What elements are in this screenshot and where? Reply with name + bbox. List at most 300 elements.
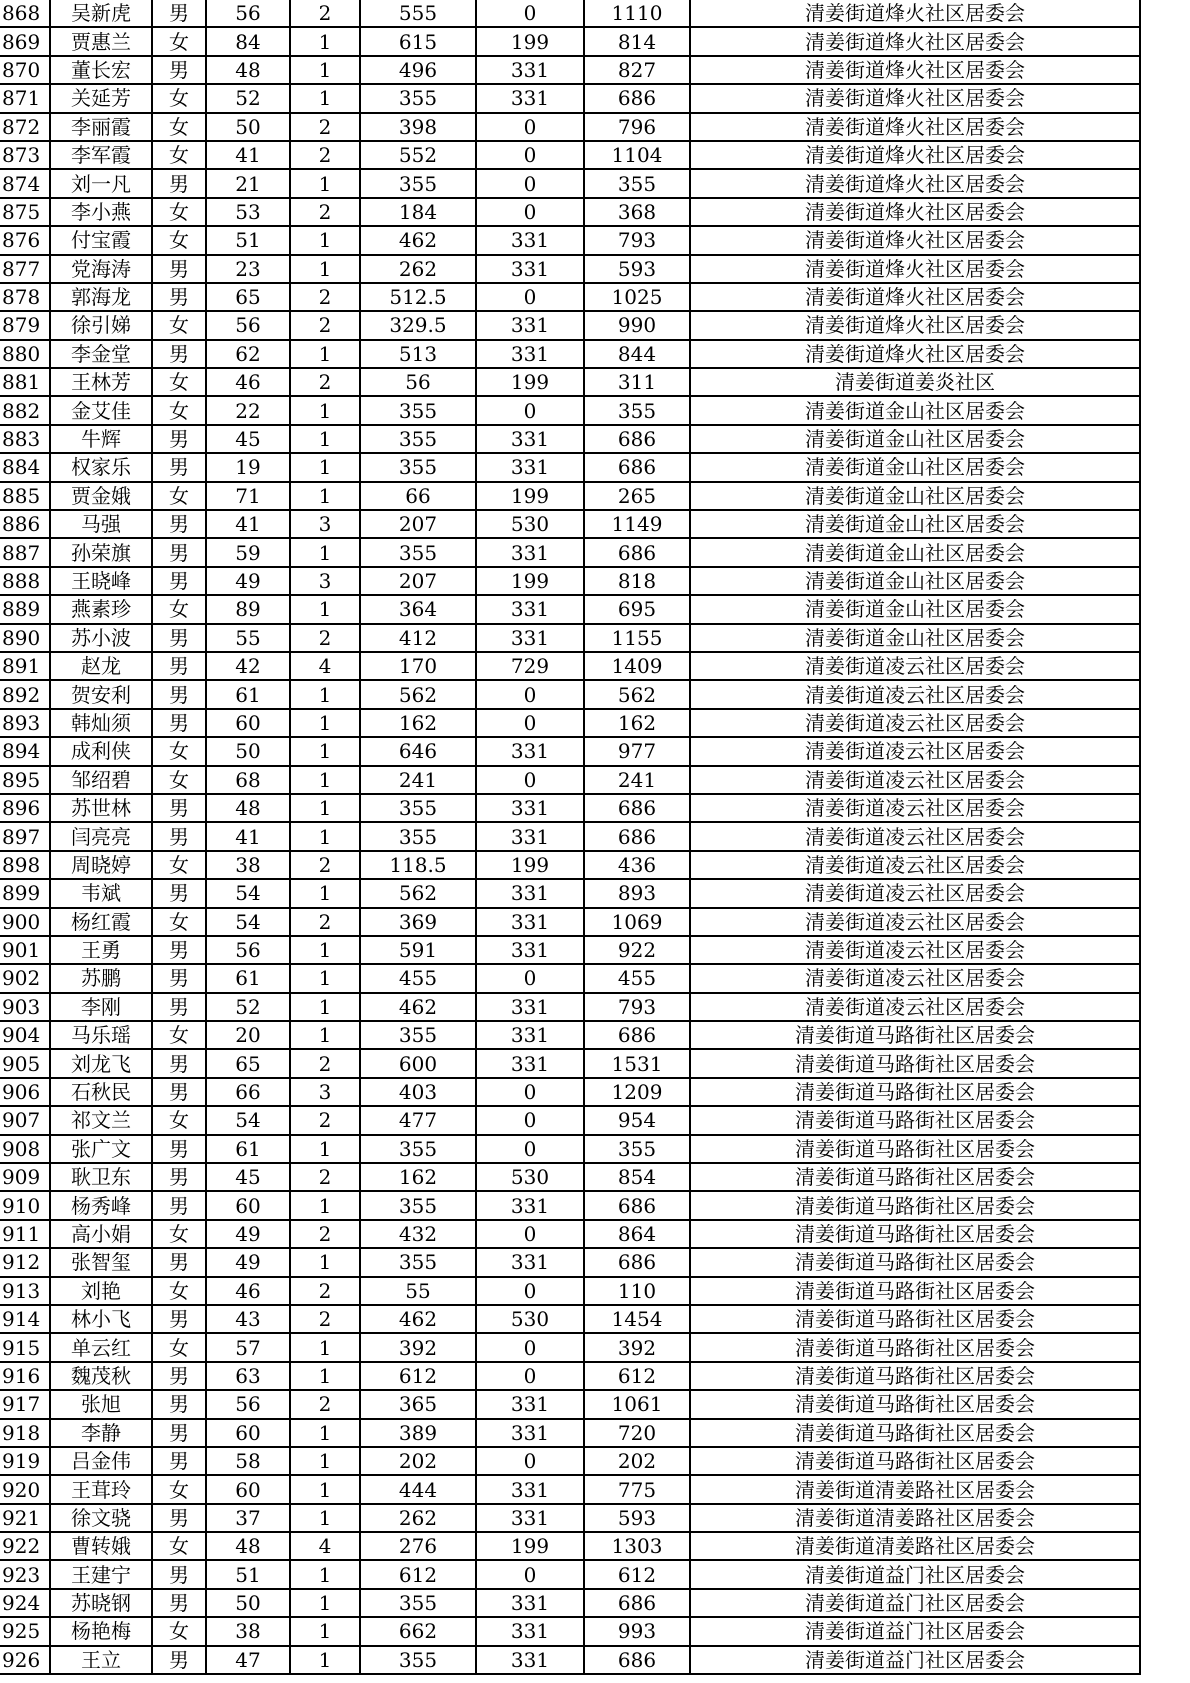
- age-cell: 47: [206, 1646, 290, 1674]
- row-number-cell: 875: [0, 198, 50, 226]
- household-size-cell: 1: [290, 1362, 360, 1390]
- age-cell: 23: [206, 255, 290, 283]
- age-cell: 41: [206, 510, 290, 538]
- subsidy-cell: 331: [476, 1617, 584, 1645]
- per-capita-amount-cell: 355: [360, 1646, 476, 1674]
- row-number-cell: 909: [0, 1163, 50, 1191]
- age-cell: 21: [206, 169, 290, 197]
- table-row: [0, 368, 1140, 396]
- age-cell: 45: [206, 425, 290, 453]
- household-size-cell: 2: [290, 1049, 360, 1077]
- row-number-cell: 923: [0, 1560, 50, 1588]
- total-amount-cell: 265: [584, 482, 690, 510]
- gender-cell: 男: [152, 1646, 206, 1674]
- name-cell: 王林芳: [50, 368, 152, 396]
- row-number-cell: 915: [0, 1333, 50, 1361]
- name-cell: 吕金伟: [50, 1447, 152, 1475]
- total-amount-cell: 686: [584, 84, 690, 112]
- subsidy-cell: 0: [476, 964, 584, 992]
- age-cell: 66: [206, 1078, 290, 1106]
- household-size-cell: 2: [290, 0, 360, 27]
- household-size-cell: 2: [290, 624, 360, 652]
- total-amount-cell: 562: [584, 680, 690, 708]
- subsidy-cell: 331: [476, 1191, 584, 1219]
- table-row: [0, 1419, 1140, 1447]
- subsidy-cell: 331: [476, 737, 584, 765]
- community-cell: 清姜街道益门社区居委会: [690, 1560, 1140, 1588]
- name-cell: 魏茂秋: [50, 1362, 152, 1390]
- age-cell: 56: [206, 0, 290, 27]
- community-cell: 清姜街道金山社区居委会: [690, 453, 1140, 481]
- table-row: [0, 1475, 1140, 1503]
- gender-cell: 男: [152, 56, 206, 84]
- subsidy-cell: 331: [476, 822, 584, 850]
- row-number-cell: 914: [0, 1305, 50, 1333]
- age-cell: 49: [206, 1220, 290, 1248]
- name-cell: 马乐瑶: [50, 1021, 152, 1049]
- subsidy-cell: 331: [476, 340, 584, 368]
- total-amount-cell: 436: [584, 851, 690, 879]
- total-amount-cell: 593: [584, 255, 690, 283]
- household-size-cell: 2: [290, 311, 360, 339]
- community-cell: 清姜街道马路街社区居委会: [690, 1078, 1140, 1106]
- household-size-cell: 1: [290, 1135, 360, 1163]
- age-cell: 60: [206, 1419, 290, 1447]
- community-cell: 清姜街道马路街社区居委会: [690, 1191, 1140, 1219]
- total-amount-cell: 1409: [584, 652, 690, 680]
- subsidy-cell: 0: [476, 1277, 584, 1305]
- per-capita-amount-cell: 162: [360, 709, 476, 737]
- community-cell: 清姜街道烽火社区居委会: [690, 198, 1140, 226]
- row-number-cell: 878: [0, 283, 50, 311]
- community-cell: 清姜街道马路街社区居委会: [690, 1106, 1140, 1134]
- row-number-cell: 902: [0, 964, 50, 992]
- per-capita-amount-cell: 207: [360, 567, 476, 595]
- subsidy-cell: 0: [476, 198, 584, 226]
- age-cell: 50: [206, 113, 290, 141]
- community-cell: 清姜街道凌云社区居委会: [690, 794, 1140, 822]
- table-row: [0, 510, 1140, 538]
- gender-cell: 女: [152, 141, 206, 169]
- per-capita-amount-cell: 591: [360, 936, 476, 964]
- age-cell: 68: [206, 766, 290, 794]
- household-size-cell: 3: [290, 567, 360, 595]
- household-size-cell: 1: [290, 794, 360, 822]
- community-cell: 清姜街道马路街社区居委会: [690, 1447, 1140, 1475]
- community-cell: 清姜街道凌云社区居委会: [690, 652, 1140, 680]
- per-capita-amount-cell: 646: [360, 737, 476, 765]
- total-amount-cell: 793: [584, 993, 690, 1021]
- row-number-cell: 896: [0, 794, 50, 822]
- per-capita-amount-cell: 612: [360, 1362, 476, 1390]
- age-cell: 65: [206, 283, 290, 311]
- subsidy-cell: 331: [476, 595, 584, 623]
- total-amount-cell: 686: [584, 1589, 690, 1617]
- total-amount-cell: 864: [584, 1220, 690, 1248]
- total-amount-cell: 990: [584, 311, 690, 339]
- total-amount-cell: 775: [584, 1475, 690, 1503]
- gender-cell: 女: [152, 737, 206, 765]
- row-number-cell: 885: [0, 482, 50, 510]
- name-cell: 刘艳: [50, 1277, 152, 1305]
- gender-cell: 男: [152, 283, 206, 311]
- row-number-cell: 919: [0, 1447, 50, 1475]
- subsidy-cell: 331: [476, 311, 584, 339]
- name-cell: 刘龙飞: [50, 1049, 152, 1077]
- household-size-cell: 1: [290, 538, 360, 566]
- row-number-cell: 895: [0, 766, 50, 794]
- community-cell: 清姜街道凌云社区居委会: [690, 851, 1140, 879]
- table-row: [0, 311, 1140, 339]
- age-cell: 63: [206, 1362, 290, 1390]
- row-number-cell: 874: [0, 169, 50, 197]
- row-number-cell: 889: [0, 595, 50, 623]
- gender-cell: 男: [152, 1390, 206, 1418]
- table-row: [0, 255, 1140, 283]
- community-cell: 清姜街道马路街社区居委会: [690, 1419, 1140, 1447]
- table-row: [0, 964, 1140, 992]
- subsidy-cell: 331: [476, 624, 584, 652]
- age-cell: 54: [206, 879, 290, 907]
- total-amount-cell: 720: [584, 1419, 690, 1447]
- name-cell: 王立: [50, 1646, 152, 1674]
- age-cell: 61: [206, 680, 290, 708]
- subsidy-cell: 331: [476, 1049, 584, 1077]
- community-cell: 清姜街道益门社区居委会: [690, 1617, 1140, 1645]
- age-cell: 61: [206, 1135, 290, 1163]
- gender-cell: 女: [152, 766, 206, 794]
- row-number-cell: 887: [0, 538, 50, 566]
- community-cell: 清姜街道烽火社区居委会: [690, 113, 1140, 141]
- household-size-cell: 1: [290, 226, 360, 254]
- subsidy-cell: 530: [476, 510, 584, 538]
- subsidy-cell: 331: [476, 1475, 584, 1503]
- age-cell: 41: [206, 822, 290, 850]
- subsidy-cell: 0: [476, 283, 584, 311]
- name-cell: 董长宏: [50, 56, 152, 84]
- per-capita-amount-cell: 55: [360, 1277, 476, 1305]
- subsidy-cell: 331: [476, 56, 584, 84]
- age-cell: 50: [206, 737, 290, 765]
- age-cell: 43: [206, 1305, 290, 1333]
- table-row: [0, 482, 1140, 510]
- gender-cell: 男: [152, 1560, 206, 1588]
- subsidy-cell: 331: [476, 453, 584, 481]
- household-size-cell: 1: [290, 936, 360, 964]
- household-size-cell: 3: [290, 1078, 360, 1106]
- subsidy-cell: 331: [476, 993, 584, 1021]
- subsidy-cell: 199: [476, 851, 584, 879]
- per-capita-amount-cell: 615: [360, 27, 476, 55]
- table-row: [0, 1277, 1140, 1305]
- per-capita-amount-cell: 355: [360, 453, 476, 481]
- age-cell: 37: [206, 1504, 290, 1532]
- table-row: [0, 1447, 1140, 1475]
- per-capita-amount-cell: 162: [360, 1163, 476, 1191]
- community-cell: 清姜街道烽火社区居委会: [690, 141, 1140, 169]
- subsidy-cell: 331: [476, 1021, 584, 1049]
- community-cell: 清姜街道清姜路社区居委会: [690, 1532, 1140, 1560]
- age-cell: 56: [206, 936, 290, 964]
- household-size-cell: 1: [290, 396, 360, 424]
- community-cell: 清姜街道马路街社区居委会: [690, 1362, 1140, 1390]
- table-row: [0, 1617, 1140, 1645]
- total-amount-cell: 793: [584, 226, 690, 254]
- name-cell: 贾金娥: [50, 482, 152, 510]
- age-cell: 48: [206, 794, 290, 822]
- row-number-cell: 871: [0, 84, 50, 112]
- gender-cell: 女: [152, 1333, 206, 1361]
- name-cell: 关延芳: [50, 84, 152, 112]
- name-cell: 张广文: [50, 1135, 152, 1163]
- household-size-cell: 1: [290, 169, 360, 197]
- total-amount-cell: 893: [584, 879, 690, 907]
- table-row: [0, 993, 1140, 1021]
- gender-cell: 男: [152, 1447, 206, 1475]
- per-capita-amount-cell: 355: [360, 169, 476, 197]
- row-number-cell: 912: [0, 1248, 50, 1276]
- household-size-cell: 2: [290, 198, 360, 226]
- table-row: [0, 396, 1140, 424]
- age-cell: 54: [206, 1106, 290, 1134]
- per-capita-amount-cell: 398: [360, 113, 476, 141]
- table-row: [0, 766, 1140, 794]
- row-number-cell: 926: [0, 1646, 50, 1674]
- name-cell: 祁文兰: [50, 1106, 152, 1134]
- name-cell: 杨秀峰: [50, 1191, 152, 1219]
- household-size-cell: 1: [290, 1447, 360, 1475]
- subsidy-cell: 331: [476, 794, 584, 822]
- name-cell: 权家乐: [50, 453, 152, 481]
- community-cell: 清姜街道凌云社区居委会: [690, 709, 1140, 737]
- gender-cell: 男: [152, 0, 206, 27]
- gender-cell: 男: [152, 538, 206, 566]
- total-amount-cell: 612: [584, 1560, 690, 1588]
- household-size-cell: 4: [290, 1532, 360, 1560]
- table-row: [0, 652, 1140, 680]
- table-row: [0, 1560, 1140, 1588]
- per-capita-amount-cell: 612: [360, 1560, 476, 1588]
- subsidy-cell: 331: [476, 936, 584, 964]
- per-capita-amount-cell: 462: [360, 993, 476, 1021]
- table-row: [0, 1220, 1140, 1248]
- gender-cell: 男: [152, 1163, 206, 1191]
- per-capita-amount-cell: 513: [360, 340, 476, 368]
- gender-cell: 女: [152, 1475, 206, 1503]
- total-amount-cell: 814: [584, 27, 690, 55]
- per-capita-amount-cell: 241: [360, 766, 476, 794]
- subsidy-cell: 331: [476, 1504, 584, 1532]
- row-number-cell: 891: [0, 652, 50, 680]
- row-number-cell: 920: [0, 1475, 50, 1503]
- per-capita-amount-cell: 262: [360, 1504, 476, 1532]
- gender-cell: 女: [152, 1106, 206, 1134]
- age-cell: 49: [206, 1248, 290, 1276]
- subsidy-cell: 0: [476, 1362, 584, 1390]
- name-cell: 王建宁: [50, 1560, 152, 1588]
- row-number-cell: 883: [0, 425, 50, 453]
- age-cell: 48: [206, 1532, 290, 1560]
- per-capita-amount-cell: 355: [360, 538, 476, 566]
- total-amount-cell: 844: [584, 340, 690, 368]
- row-number-cell: 890: [0, 624, 50, 652]
- row-number-cell: 873: [0, 141, 50, 169]
- per-capita-amount-cell: 207: [360, 510, 476, 538]
- subsidy-cell: 199: [476, 27, 584, 55]
- subsidy-cell: 0: [476, 396, 584, 424]
- total-amount-cell: 1209: [584, 1078, 690, 1106]
- total-amount-cell: 202: [584, 1447, 690, 1475]
- gender-cell: 女: [152, 368, 206, 396]
- per-capita-amount-cell: 412: [360, 624, 476, 652]
- household-size-cell: 1: [290, 1475, 360, 1503]
- per-capita-amount-cell: 496: [360, 56, 476, 84]
- community-cell: 清姜街道清姜路社区居委会: [690, 1504, 1140, 1532]
- table-row: [0, 113, 1140, 141]
- name-cell: 赵龙: [50, 652, 152, 680]
- community-cell: 清姜街道凌云社区居委会: [690, 737, 1140, 765]
- row-number-cell: 907: [0, 1106, 50, 1134]
- total-amount-cell: 796: [584, 113, 690, 141]
- total-amount-cell: 954: [584, 1106, 690, 1134]
- subsidy-cell: 0: [476, 766, 584, 794]
- gender-cell: 男: [152, 169, 206, 197]
- table-row: [0, 27, 1140, 55]
- total-amount-cell: 686: [584, 425, 690, 453]
- subsidy-cell: 0: [476, 680, 584, 708]
- table-row: [0, 624, 1140, 652]
- community-cell: 清姜街道马路街社区居委会: [690, 1333, 1140, 1361]
- community-cell: 清姜街道凌云社区居委会: [690, 936, 1140, 964]
- community-cell: 清姜街道烽火社区居委会: [690, 84, 1140, 112]
- gender-cell: 男: [152, 567, 206, 595]
- total-amount-cell: 612: [584, 1362, 690, 1390]
- household-size-cell: 1: [290, 27, 360, 55]
- community-cell: 清姜街道烽火社区居委会: [690, 27, 1140, 55]
- name-cell: 邹绍碧: [50, 766, 152, 794]
- per-capita-amount-cell: 562: [360, 680, 476, 708]
- subsidy-cell: 0: [476, 0, 584, 27]
- name-cell: 李金堂: [50, 340, 152, 368]
- subsidy-cell: 0: [476, 1106, 584, 1134]
- total-amount-cell: 593: [584, 1504, 690, 1532]
- per-capita-amount-cell: 555: [360, 0, 476, 27]
- per-capita-amount-cell: 477: [360, 1106, 476, 1134]
- name-cell: 金艾佳: [50, 396, 152, 424]
- row-number-cell: 879: [0, 311, 50, 339]
- gender-cell: 男: [152, 1191, 206, 1219]
- table-row: [0, 1078, 1140, 1106]
- table-row: [0, 84, 1140, 112]
- total-amount-cell: 241: [584, 766, 690, 794]
- row-number-cell: 877: [0, 255, 50, 283]
- gender-cell: 男: [152, 510, 206, 538]
- total-amount-cell: 686: [584, 1646, 690, 1674]
- per-capita-amount-cell: 365: [360, 1390, 476, 1418]
- gender-cell: 男: [152, 1248, 206, 1276]
- age-cell: 51: [206, 226, 290, 254]
- household-size-cell: 4: [290, 652, 360, 680]
- total-amount-cell: 1110: [584, 0, 690, 27]
- age-cell: 58: [206, 1447, 290, 1475]
- per-capita-amount-cell: 462: [360, 1305, 476, 1333]
- household-size-cell: 3: [290, 510, 360, 538]
- community-cell: 清姜街道烽火社区居委会: [690, 169, 1140, 197]
- per-capita-amount-cell: 355: [360, 1135, 476, 1163]
- total-amount-cell: 827: [584, 56, 690, 84]
- subsidy-cell: 0: [476, 1078, 584, 1106]
- name-cell: 苏世林: [50, 794, 152, 822]
- table-row: [0, 1248, 1140, 1276]
- name-cell: 马强: [50, 510, 152, 538]
- row-number-cell: 921: [0, 1504, 50, 1532]
- row-number-cell: 880: [0, 340, 50, 368]
- gender-cell: 女: [152, 311, 206, 339]
- total-amount-cell: 922: [584, 936, 690, 964]
- age-cell: 56: [206, 1390, 290, 1418]
- per-capita-amount-cell: 184: [360, 198, 476, 226]
- per-capita-amount-cell: 355: [360, 396, 476, 424]
- household-size-cell: 1: [290, 482, 360, 510]
- gender-cell: 男: [152, 1589, 206, 1617]
- total-amount-cell: 1069: [584, 908, 690, 936]
- community-cell: 清姜街道凌云社区居委会: [690, 822, 1140, 850]
- community-cell: 清姜街道烽火社区居委会: [690, 226, 1140, 254]
- per-capita-amount-cell: 355: [360, 84, 476, 112]
- total-amount-cell: 355: [584, 169, 690, 197]
- community-cell: 清姜街道凌云社区居委会: [690, 964, 1140, 992]
- table-row: [0, 1589, 1140, 1617]
- table-row: [0, 198, 1140, 226]
- subsidy-cell: 331: [476, 879, 584, 907]
- total-amount-cell: 686: [584, 822, 690, 850]
- household-size-cell: 1: [290, 822, 360, 850]
- table-row: [0, 1532, 1140, 1560]
- table-row: [0, 169, 1140, 197]
- name-cell: 苏小波: [50, 624, 152, 652]
- gender-cell: 男: [152, 794, 206, 822]
- row-number-cell: 868: [0, 0, 50, 27]
- community-cell: 清姜街道金山社区居委会: [690, 482, 1140, 510]
- household-size-cell: 1: [290, 84, 360, 112]
- subsidy-cell: 199: [476, 482, 584, 510]
- gender-cell: 男: [152, 993, 206, 1021]
- row-number-cell: 881: [0, 368, 50, 396]
- table-row: [0, 283, 1140, 311]
- gender-cell: 男: [152, 709, 206, 737]
- table-row: [0, 1163, 1140, 1191]
- total-amount-cell: 1454: [584, 1305, 690, 1333]
- row-number-cell: 910: [0, 1191, 50, 1219]
- gender-cell: 男: [152, 425, 206, 453]
- household-size-cell: 1: [290, 737, 360, 765]
- total-amount-cell: 1104: [584, 141, 690, 169]
- row-number-cell: 925: [0, 1617, 50, 1645]
- table-row: [0, 1191, 1140, 1219]
- age-cell: 45: [206, 1163, 290, 1191]
- gender-cell: 男: [152, 1078, 206, 1106]
- household-size-cell: 1: [290, 1504, 360, 1532]
- table-row: [0, 1504, 1140, 1532]
- row-number-cell: 922: [0, 1532, 50, 1560]
- age-cell: 59: [206, 538, 290, 566]
- name-cell: 徐文骁: [50, 1504, 152, 1532]
- gender-cell: 女: [152, 84, 206, 112]
- subsidy-cell: 331: [476, 1248, 584, 1276]
- community-cell: 清姜街道马路街社区居委会: [690, 1049, 1140, 1077]
- total-amount-cell: 1303: [584, 1532, 690, 1560]
- table-row: [0, 936, 1140, 964]
